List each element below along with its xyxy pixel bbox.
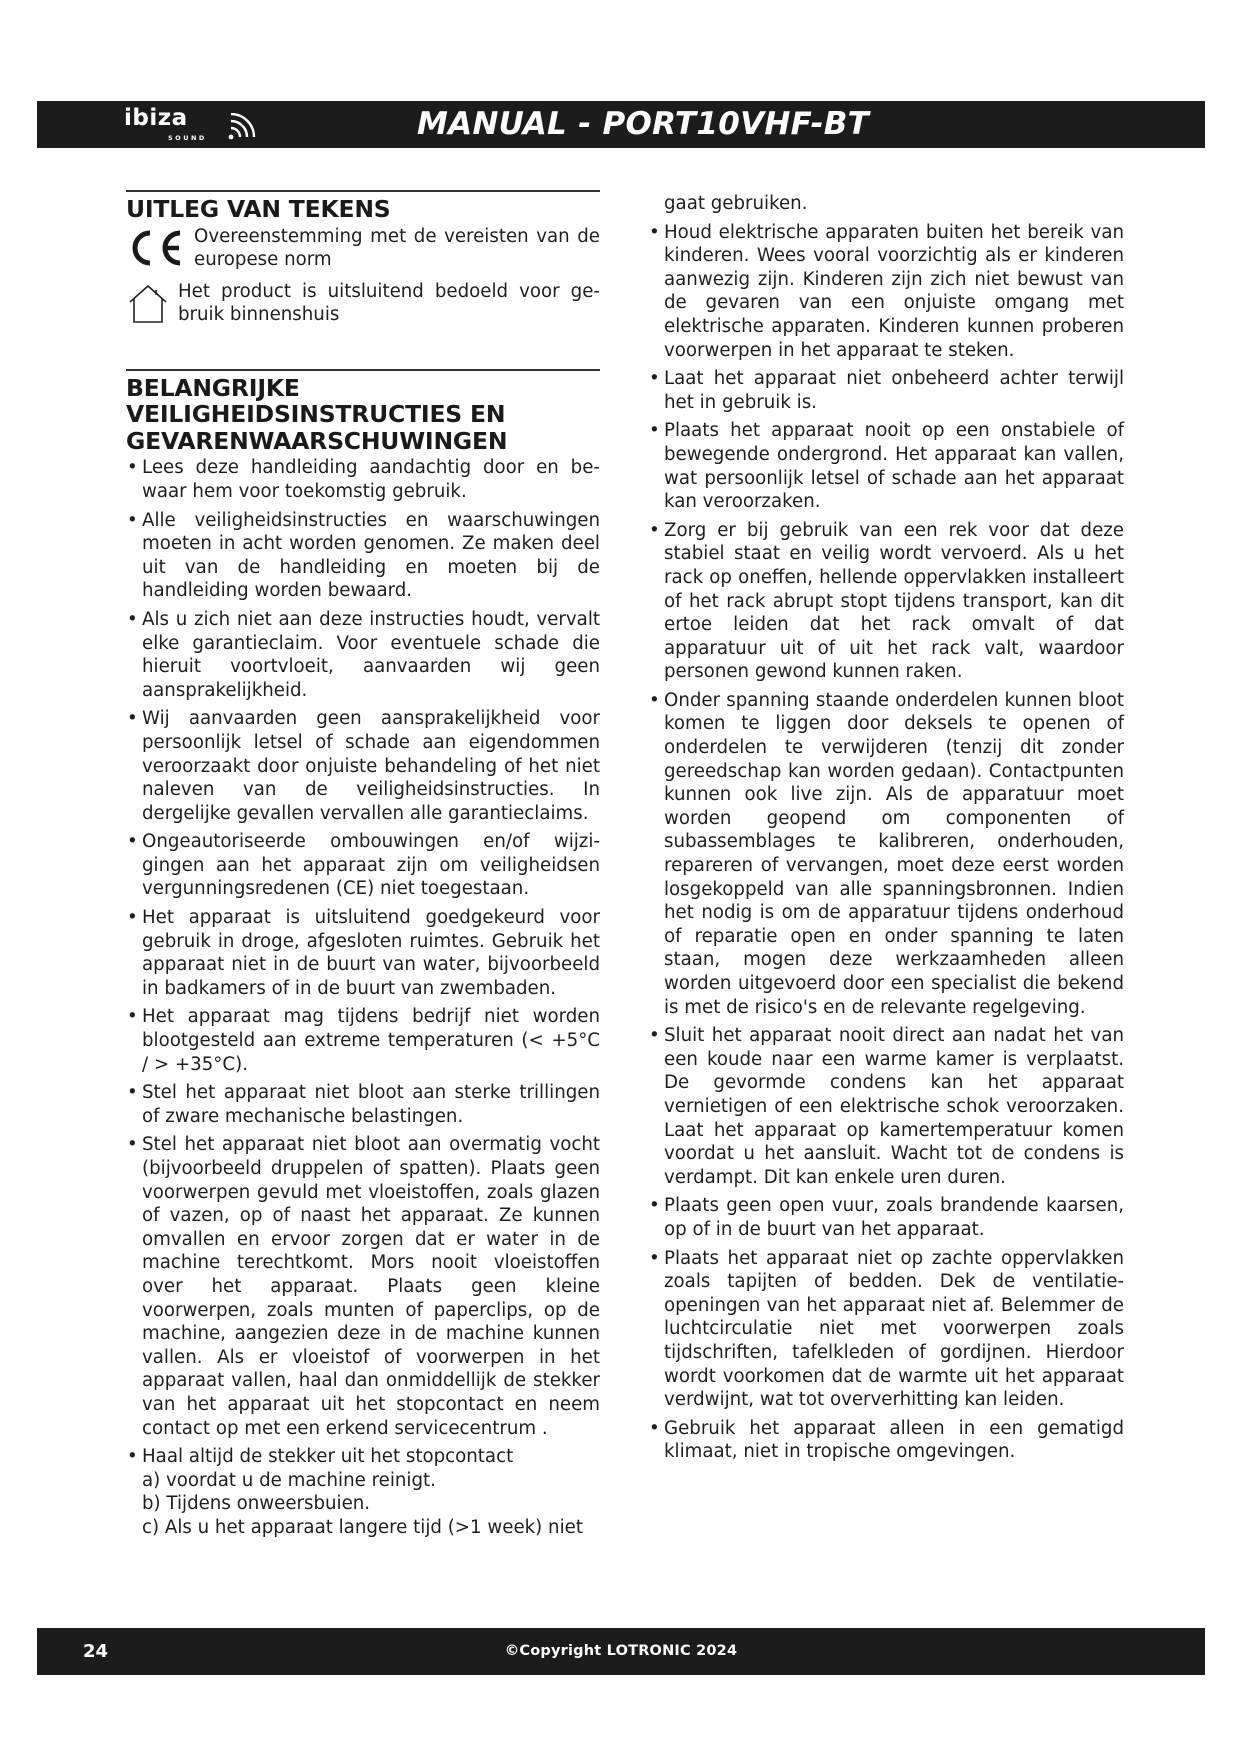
safety-bullet: • Het apparaat mag tijdens bedrijf niet worden blootgesteld aan extreme temperaturen (< +5°C / > +35°C).: [126, 1005, 600, 1076]
safety-bullet: • Houd elektrische apparaten buiten het bereik van kinderen. Wees vooral voorzichtig als er kinderen aanwezig zijn. Kinderen zijn zich niet bewust van de gevaren van een onjuiste omgang met elektrische apparaten. Kinderen kunnen proberen voorwerpen in het apparaat te steken.: [648, 221, 1124, 363]
safety-bullet: • Het apparaat is uitsluitend goedgekeurd voor gebruik in droge, afgesloten ruimtes. Gebruik het apparaat niet in de buurt van water, bijvoorbeeld in badkamers of in de buurt van zwembaden.: [126, 906, 600, 1000]
safety-bullet: • Plaats geen open vuur, zoals brandende kaarsen, op of in de buurt van het apparaat.: [648, 1194, 1124, 1241]
right-column: [648, 192, 1124, 1469]
unplug-item-b: b) Tijdens onweersbuien.: [142, 1493, 371, 1515]
left-column: [126, 190, 600, 1545]
logo-subtext: SOUND: [168, 134, 207, 142]
safety-title-line: GEVARENWAARSCHUWINGEN: [126, 426, 508, 455]
ce-mark-icon: [126, 227, 186, 269]
indoor-description: Het product is uitsluitend bedoeld voor gebruik binnenshuis: [178, 280, 600, 326]
safety-bullet: • Alle veiligheidsinstructies en waarschuwingen moeten in acht worden genomen. Ze maken deel uit van de handleiding en moeten bij de handleiding worden bewaard.: [126, 509, 600, 603]
safety-list-right: [648, 221, 1124, 1464]
safety-bullet: • Plaats het apparaat nooit op een onstabiele of bewegende ondergrond. Het apparaat kan vallen, wat persoonlijk letsel of schade aan het apparaat kan veroorzaken.: [648, 419, 1124, 513]
safety-bullet: • Zorg er bij gebruik van een rek voor dat deze stabiel staat en veilig wordt vervoerd. Als u het rack op oneffen, hellende oppervlakken installeert of het rack abrupt stopt tijdens transport, kan dit ertoe leiden dat het rack omvalt of dat apparatuur uit of uit het rack valt, waardoor personen gewond kunnen raken.: [648, 519, 1124, 684]
footer-bar: [37, 1628, 1205, 1675]
page-number: 24: [83, 1641, 109, 1662]
safety-bullet: • Als u zich niet aan deze instructies houdt, vervalt elke garantieclaim. Voor eventuele schade die hieruit voortvloeit, aanvaarden wij geen aansprakelijkheid.: [126, 608, 600, 702]
section-divider: [126, 190, 600, 192]
safety-bullet: • Wij aanvaarden geen aansprakelijkheid voor persoonlijk letsel of schade aan eigendommen veroorzaakt door onjuiste behandeling of het niet naleven van de veiligheidsinstructies. In dergelijke gevallen vervallen alle garantieclaims.: [126, 707, 600, 825]
safety-list-left: [126, 456, 600, 1539]
safety-bullet: • Gebruik het apparaat alleen in een gematigd klimaat, niet in tropische omgevingen.: [648, 1417, 1124, 1464]
logo-text: ibiza: [124, 105, 188, 131]
safety-title-line: VEILIGHEIDSINSTRUCTIES EN: [126, 400, 506, 429]
section-divider: [126, 369, 600, 371]
safety-bullet: • Stel het apparaat niet bloot aan sterke trillingen of zware mechanische belastingen.: [126, 1081, 600, 1128]
safety-bullet: • Sluit het apparaat nooit direct aan nadat het van een koude naar een warme kamer is verplaatst. De gevormde condens kan het apparaat vernietigen of een elektrische schok veroorzaken. Laat het apparaat op kamertemperatuur komen voordat u het aansluit. Wacht tot de condens is verdampt. Dit kan enkele uren duren.: [648, 1024, 1124, 1189]
safety-bullet: • Stel het apparaat niet bloot aan overmatig vocht (bijvoorbeeld druppelen of spatten). Plaats geen voorwerpen gevuld met vloeistoffen, zoals glazen of vazen, op of naast het apparaat. Ze kunnen omvallen en ervoor zorgen dat er water in de machine terechtkomt. Mors nooit vloeistoffen over het apparaat. Plaats geen kleine voorwerpen, zoals munten of paperclips, op de machine, aangezien deze in de machine kunnen vallen. Als er vloeistof of voorwerpen in het apparaat vallen, haal dan onmiddellijk de stekker van het apparaat uit het stopcontact en neem contact op met een erkend servicecentrum .: [126, 1133, 600, 1440]
unplug-item-a: a) voordat u de machine reinigt.: [142, 1469, 436, 1491]
safety-title-line: BELANGRIJKE: [126, 373, 300, 402]
indoor-symbol-row: [126, 280, 600, 327]
header-bar: [37, 101, 1205, 148]
continued-text: gaat gebruiken.: [664, 193, 808, 214]
copyright-text: ©Copyright LOTRONIC 2024: [504, 1643, 738, 1659]
manual-title: MANUAL - PORT10VHF-BT: [417, 106, 870, 142]
safety-bullet: • Plaats het apparaat niet op zachte oppervlakken zoals tapijten of bedden. Dek de ventilatieopeningen van het apparaat niet af. Belemmer de luchtcirculatie niet met voorwerpen zoals tijdschriften, tafelkleden of gordijnen. Hierdoor wordt voorkomen dat de warmte uit het apparaat verdwijnt, wat tot oververhitting kan leiden.: [648, 1247, 1124, 1412]
ce-symbol-row: [126, 225, 600, 272]
sound-waves-icon: [225, 113, 261, 141]
unplug-bullet: [126, 1445, 600, 1539]
safety-bullet: • Ongeautoriseerde ombouwingen en/of wijzigingen aan het apparaat zijn om veiligheidsen vergunningsredenen (CE) niet toegestaan.: [126, 830, 600, 901]
ibiza-sound-logo: [124, 107, 284, 143]
ce-description: Overeenstemming met de vereisten van de europese norm: [194, 225, 600, 271]
safety-bullet: • Onder spanning staande onderdelen kunnen bloot komen te liggen door deksels te openen of onderdelen te verwijderen (tenzij dit zonder gereedschap kan worden gedaan). Contactpunten kunnen ook live zijn. Als de apparatuur moet worden geopend om componenten of subassemblages te kalibreren, onderhouden, repareren of vervangen, moet deze eerst worden losgekoppeld van alle spanningsbronnen. Indien het nodig is om de apparatuur tijdens onderhoud of reparatie open en onder spanning te laten staan, mogen deze werkzaamheden alleen worden uitgevoerd door een specialist die bekend is met de risico's en de relevante regelgeving.: [648, 689, 1124, 1019]
safety-bullet: • Laat het apparaat niet onbeheerd achter terwijl het in gebruik is.: [648, 367, 1124, 414]
safety-bullet: • Lees deze handleiding aandachtig door en bewaar hem voor toekomstig gebruik.: [126, 456, 600, 503]
unplug-intro: • Haal altijd de stekker uit het stopcontact: [142, 1446, 514, 1468]
house-icon: [126, 282, 170, 326]
unplug-item-c: c) Als u het apparaat langere tijd (>1 week) niet: [142, 1516, 583, 1538]
symbols-section-title: UITLEG VAN TEKENS: [126, 195, 391, 223]
safety-section-title: [126, 375, 600, 455]
